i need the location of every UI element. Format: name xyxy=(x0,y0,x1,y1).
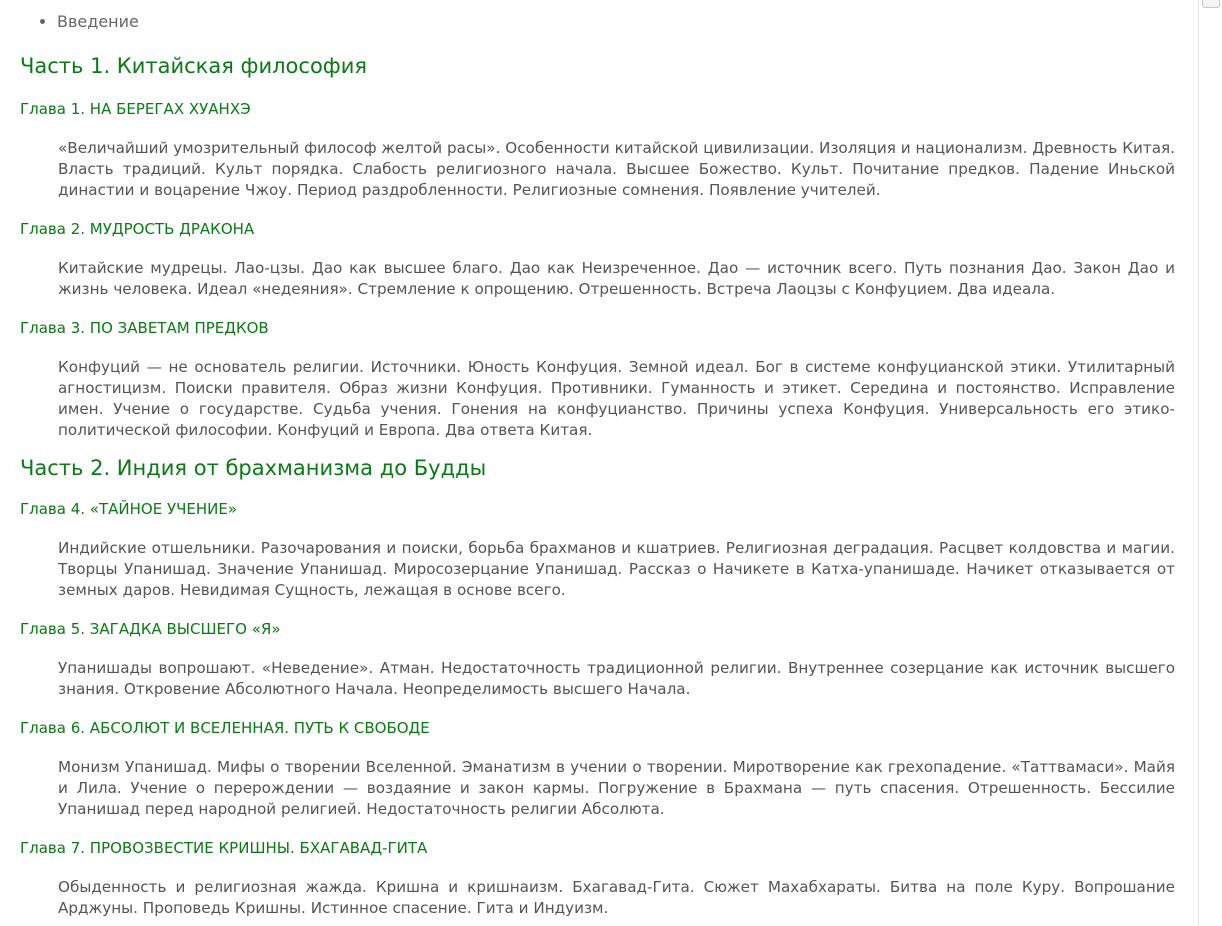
chapter-6-title: Глава 6. АБСОЛЮТ И ВСЕЛЕННАЯ. ПУТЬ К СВОБОДЕ xyxy=(20,719,430,737)
chapter-2-title: Глава 2. МУДРОСТЬ ДРАКОНА xyxy=(20,220,255,238)
chapter-3-desc: Конфуций — не основатель религии. Источники. Юность Конфуция. Земной идеал. Бог в системе конфуцианской этики. Утилитарный агностицизм. Поиски правителя. Образ жизни Конфуция. Противники. Гуманность и этикет. Середина и постоянство. Исправление имен. Учение о государстве. Судьба учения. Гонения на конфуцианство. Причины успеха Конфуция. Универсальность его этико-политической философии. Конфуций и Европа. Два ответа Китая. xyxy=(58,358,1175,439)
chapter-5-desc: Упанишады вопрошают. «Неведение». Атман. Недостаточность традиционной религии. Внутреннее созерцание как источник высшего знания. Откровение Абсолютного Начала. Неопределимость высшего Начала. xyxy=(58,659,1175,698)
chapter-4-title: Глава 4. «ТАЙНОЕ УЧЕНИЕ» xyxy=(20,500,238,518)
toc-item-label[interactable]: Введение xyxy=(57,12,139,31)
part-1-title: Часть 1. Китайская философия xyxy=(20,54,368,78)
chapter-3-title: Глава 3. ПО ЗАВЕТАМ ПРЕДКОВ xyxy=(20,319,269,337)
chapter-1-desc: «Величайший умозрительный философ желтой расы». Особенности китайской цивилизации. Изоляция и национализм. Древность Китая. Власть традиций. Культ порядка. Слабость религиозного начала. Высшее Божество. Культ. Почитание предков. Падение Иньской династии и воцарение Чжоу. Период раздробленности. Религиозные сомнения. Появление учителей. xyxy=(58,139,1175,199)
scrollbar-thumb[interactable] xyxy=(1202,0,1220,8)
chapter-6-desc: Монизм Упанишад. Мифы о творении Вселенной. Эманатизм в учении о творении. Миротворение как грехопадение. «Таттвамаси». Майя и Лила. Учение о перерождении — воздаяние и закон кармы. Погружение в Брахмана — путь спасения. Отрешенность. Бессилие Упанишад перед народной религией. Недостаточность религии Абсолюта. xyxy=(58,758,1175,818)
chapter-1-title: Глава 1. НА БЕРЕГАХ ХУАНХЭ xyxy=(20,100,251,118)
chapter-5-title: Глава 5. ЗАГАДКА ВЫСШЕГО «Я» xyxy=(20,620,281,638)
vertical-scrollbar[interactable] xyxy=(1198,0,1222,926)
toc-item-intro[interactable] xyxy=(57,10,1198,34)
part-2-title: Часть 2. Индия от брахманизма до Будды xyxy=(20,456,487,480)
toc-list xyxy=(0,0,1198,34)
chapter-2-desc: Китайские мудрецы. Лао-цзы. Дао как высшее благо. Дао как Неизреченное. Дао — источник всего. Путь познания Дао. Закон Дао и жизнь человека. Идеал «недеяния». Стремление к опрощению. Отрешенность. Встреча Лаоцзы с Конфуцием. Два идеала. xyxy=(58,259,1175,298)
chapter-7-desc: Обыденность и религиозная жажда. Кришна и кришнаизм. Бхагавад-Гита. Сюжет Махабхараты. Битва на поле Куру. Вопрошание Арджуны. Проповедь Кришны. Истинное спасение. Гита и Индуизм. xyxy=(58,878,1175,917)
chapter-4-desc: Индийские отшельники. Разочарования и поиски, борьба брахманов и кшатриев. Религиозная деградация. Расцвет колдовства и магии. Творцы Упанишад. Значение Упанишад. Миросозерцание Упанишад. Рассказ о Начикете в Катха-упанишаде. Начикет отказывается от земных даров. Невидимая Сущность, лежащая в основе всего. xyxy=(58,539,1175,599)
chapter-7-title: Глава 7. ПРОВОЗВЕСТИЕ КРИШНЫ. БХАГАВАД-ГИТА xyxy=(20,839,428,857)
